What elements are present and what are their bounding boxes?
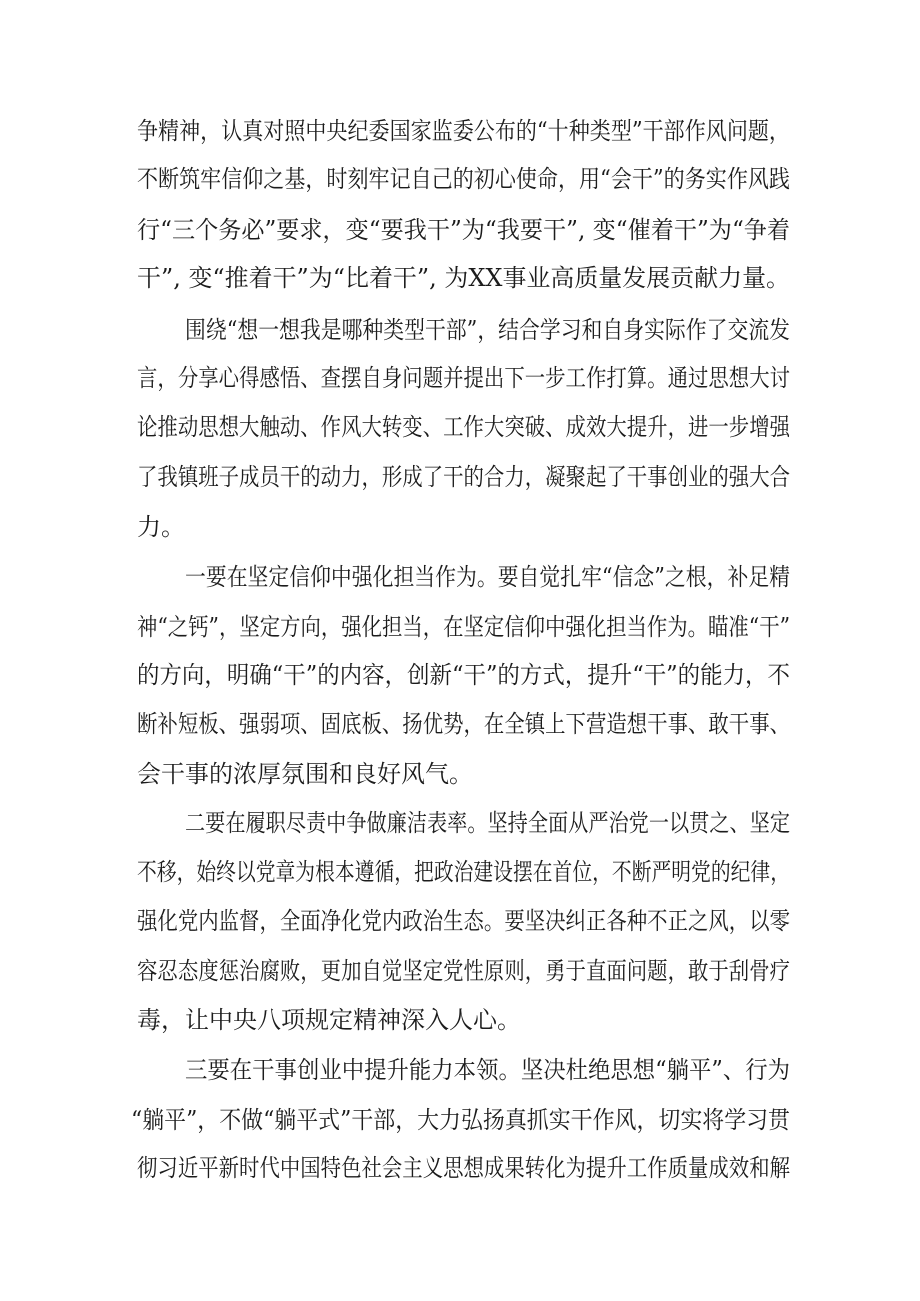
text-line	[0, 901, 920, 941]
text-line-content: 二要在履职尽责中争做廉洁表率。坚持全面从严治党一以贯之、坚定	[185, 809, 791, 837]
text-line-content: “躺平”，不做“躺平式”干部，大力弘扬真抓实干作风，切实将学习贯	[131, 1106, 790, 1134]
text-line	[0, 557, 920, 597]
text-line	[0, 210, 920, 250]
text-line-content: 会干事的浓厚氛围和良好风气。	[137, 760, 473, 788]
text-line	[0, 1148, 920, 1188]
text-line-content: 言，分享心得感悟、查摆自身问题并提出下一步工作打算。通过思想大讨	[137, 364, 791, 392]
text-line-content: 干”, 变“推着干”为“比着干”, 为XX事业高质量发展贡献力量。	[137, 264, 791, 292]
text-line-content: 毒，让中央八项规定精神深入人心。	[137, 1006, 521, 1034]
text-line-content: 争精神，认真对照中央纪委国家监委公布的“十种类型”干部作风问题，	[137, 117, 790, 145]
text-line	[0, 951, 920, 991]
text-line	[0, 1100, 920, 1140]
text-line	[0, 655, 920, 695]
text-line-content: 围绕“想一想我是哪种类型干部”，结合学习和自身实际作了交流发	[185, 316, 791, 344]
text-line	[0, 457, 920, 497]
text-line	[0, 358, 920, 398]
text-line-content: 行“三个务必”要求，变“要我干”为“我要干”, 变“催着干”为“争着	[137, 216, 791, 244]
text-line-content: 的方向，明确“干”的内容，创新“干”的方式，提升“干”的能力，不	[137, 661, 790, 689]
text-line	[0, 258, 920, 298]
text-line-content: 论推动思想大触动、作风大转变、工作大突破、成效大提升，进一步增强	[137, 413, 791, 441]
text-line-content: 强化党内监督，全面净化党内政治生态。要坚决纠正各种不正之风，以零	[137, 907, 791, 935]
text-line	[0, 704, 920, 744]
text-line	[0, 1050, 920, 1090]
text-line	[0, 1000, 920, 1040]
text-line	[0, 407, 920, 447]
text-line-content: 断补短板、强弱项、固底板、扬优势，在全镇上下营造想干事、敢干事、	[137, 710, 791, 738]
text-line	[0, 607, 920, 647]
text-line-content: 不断筑牢信仰之基，时刻牢记自己的初心使命，用“会干”的务实作风践	[137, 165, 790, 193]
text-line	[0, 507, 920, 547]
text-line-content: 彻习近平新时代中国特色社会主义思想成果转化为提升工作质量成效和解	[137, 1154, 791, 1182]
text-line-content: 神“之钙”，坚定方向，强化担当，在坚定信仰中强化担当作为。瞄准“干”	[137, 613, 791, 641]
text-line	[0, 310, 920, 350]
text-line-content: 了我镇班子成员干的动力，形成了干的合力，凝聚起了干事创业的强大合	[137, 463, 791, 491]
text-line	[0, 754, 920, 794]
text-line-content: 力。	[137, 513, 185, 541]
text-line-content: 一要在坚定信仰中强化担当作为。要自觉扎牢“信念”之根，补足精	[185, 563, 791, 591]
text-line-content: 容忍态度惩治腐败，更加自觉坚定党性原则，勇于直面问题，敢于刮骨疗	[137, 957, 791, 985]
text-line	[0, 852, 920, 892]
text-line	[0, 111, 920, 151]
text-line-content: 不移，始终以党章为根本遵循，把政治建设摆在首位，不断严明党的纪律，	[137, 858, 791, 886]
text-line-content: 三要在干事创业中提升能力本领。坚决杜绝思想“躺平”、行为	[185, 1056, 791, 1084]
text-line	[0, 159, 920, 199]
text-line	[0, 803, 920, 843]
